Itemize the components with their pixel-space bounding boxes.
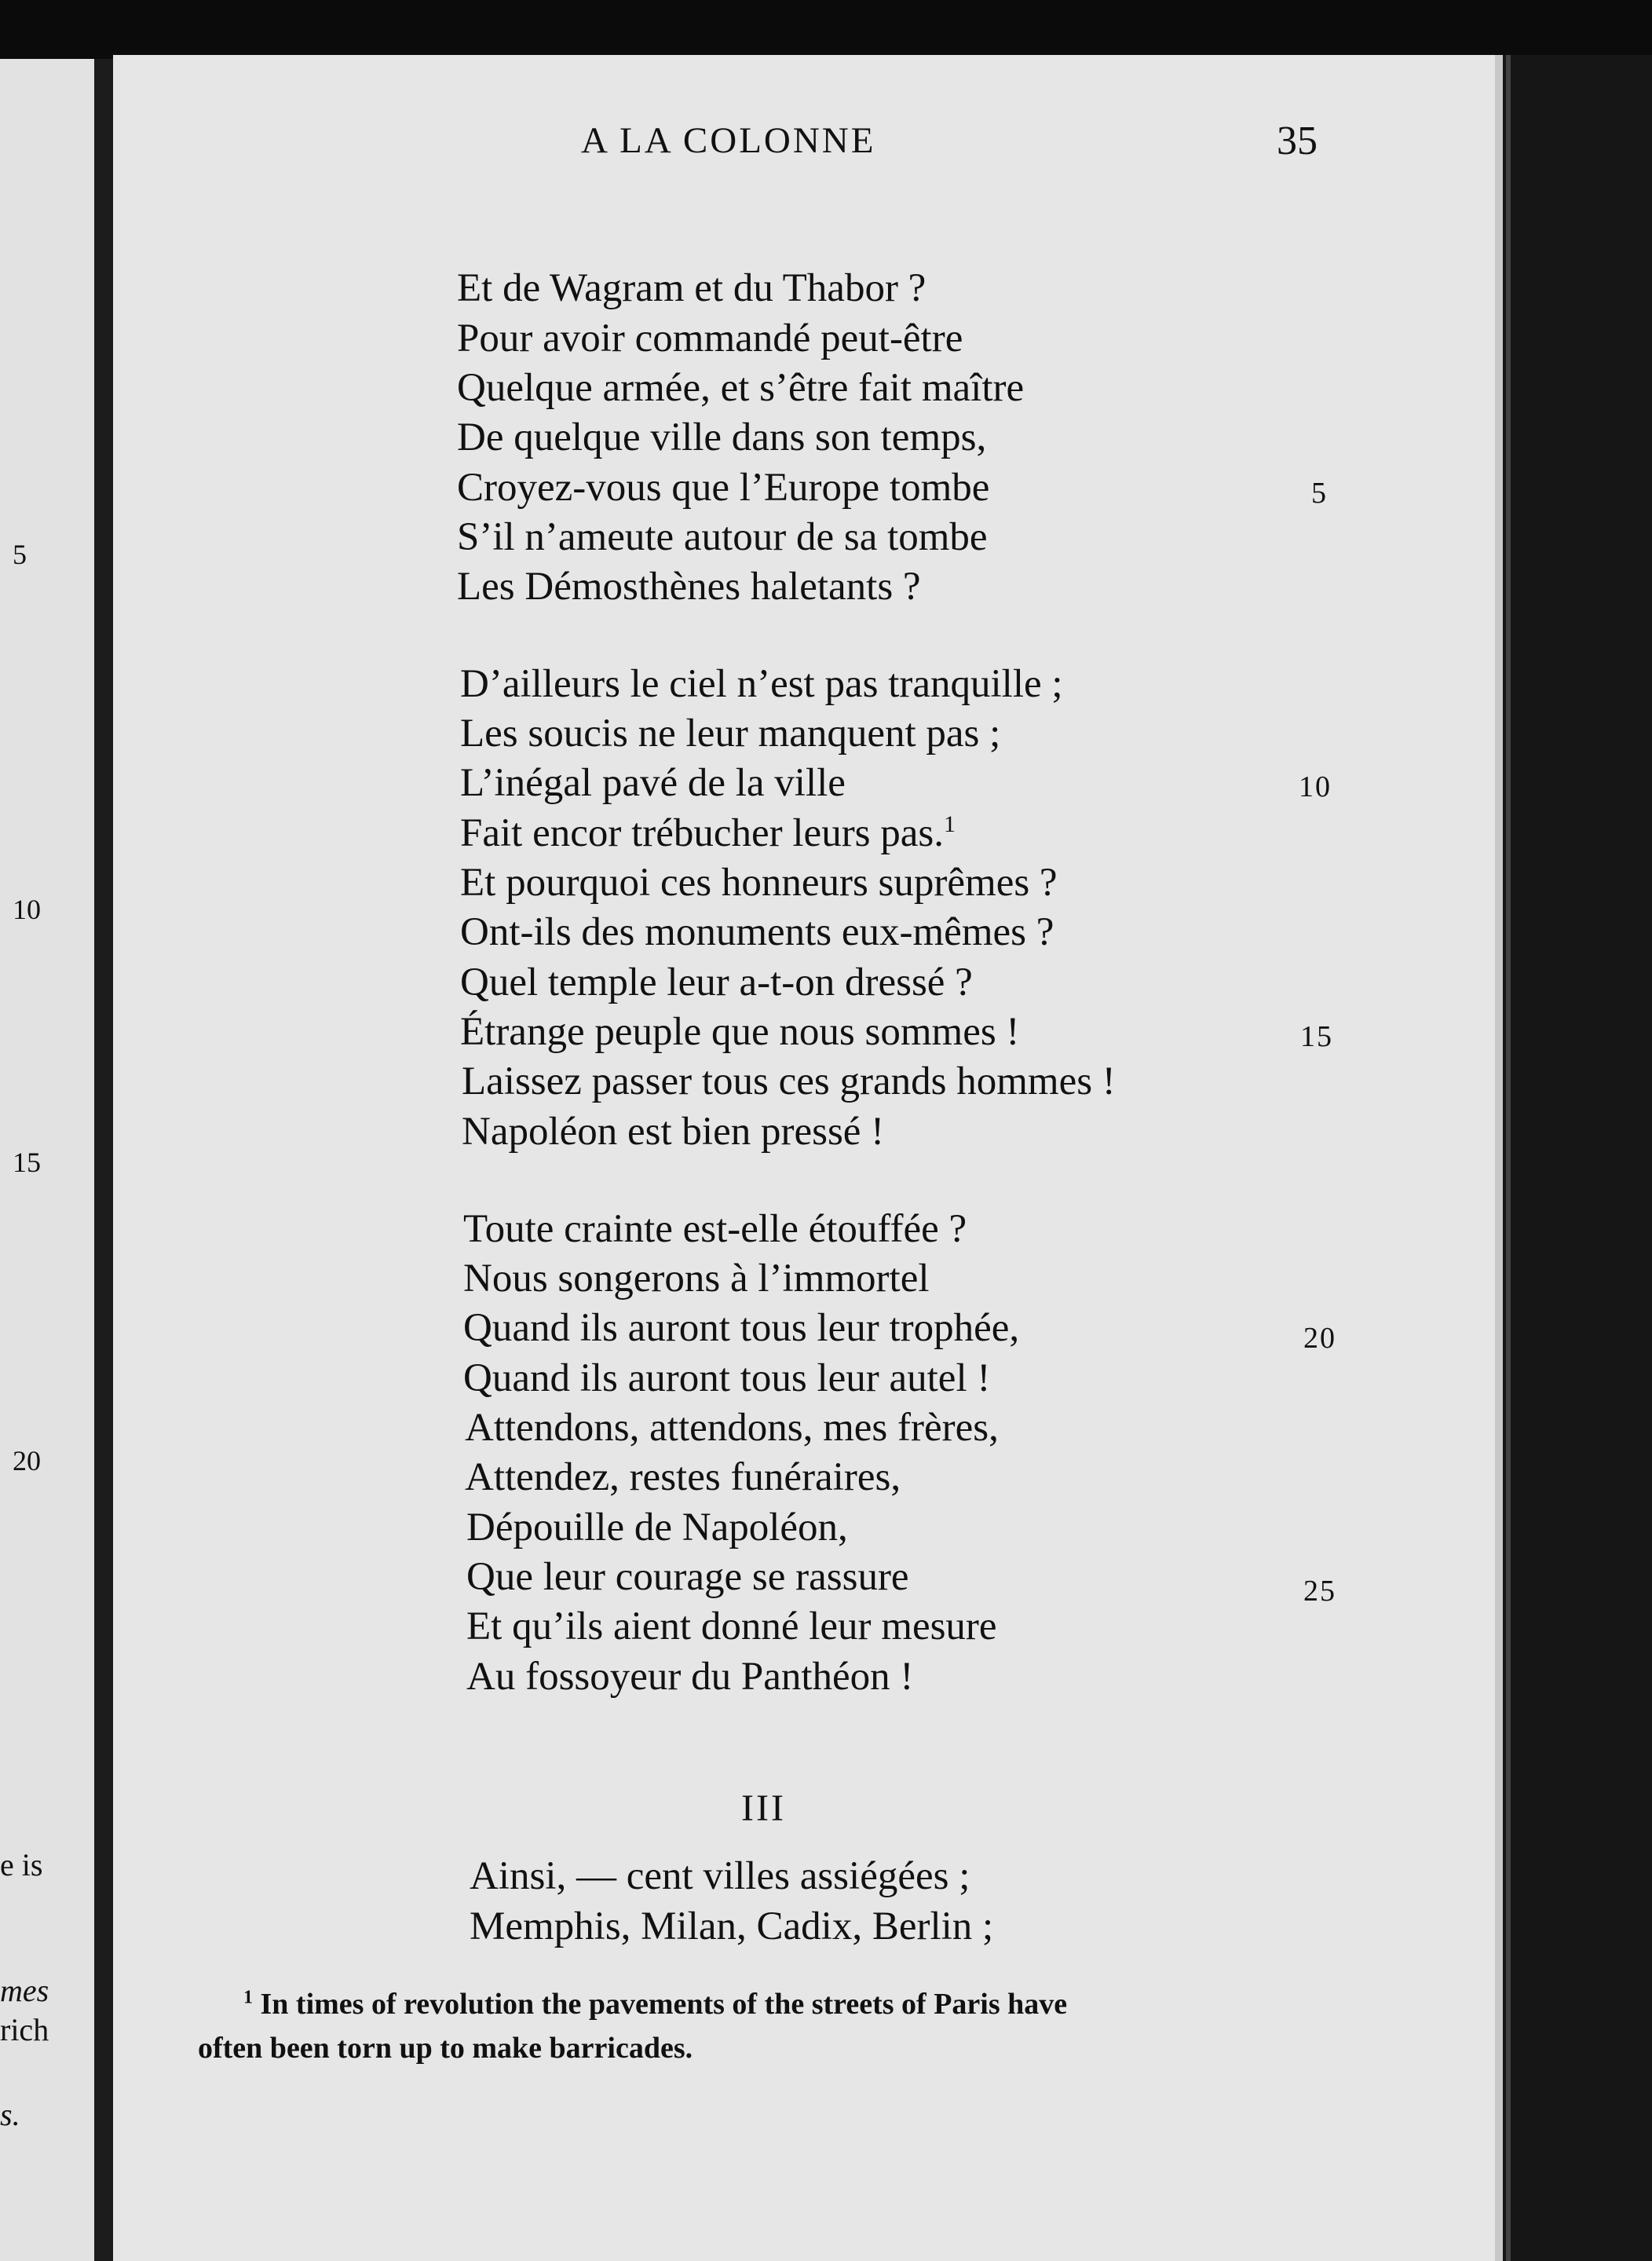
page-number: 35 bbox=[1277, 119, 1318, 163]
facing-text-fragment: rich bbox=[0, 2012, 49, 2047]
facing-text-fragment: mes bbox=[0, 1973, 49, 2008]
verse-line: Les soucis ne leur manquent pas ; bbox=[460, 712, 1001, 755]
verse-line: Attendez, restes funéraires, bbox=[465, 1455, 901, 1499]
verse-line: Dépouille de Napoléon, bbox=[466, 1506, 848, 1549]
verse-line: Quelque armée, et s’être fait maître bbox=[457, 366, 1025, 410]
facing-line-number: 20 bbox=[13, 1445, 41, 1476]
verse-line: Croyez-vous que l’Europe tombe bbox=[457, 466, 990, 510]
footnote-reference: 1 bbox=[944, 811, 956, 837]
verse-line: Napoléon est bien pressé ! bbox=[462, 1110, 885, 1154]
verse-line: Et qu’ils aient donné leur mesure bbox=[466, 1604, 997, 1648]
verse-line: Quel temple leur a-t-on dressé ? bbox=[460, 960, 973, 1004]
verse-line: Toute crainte est-elle étouffée ? bbox=[463, 1207, 967, 1251]
verse-line: Quand ils auront tous leur autel ! bbox=[463, 1356, 991, 1400]
page-edge-highlight bbox=[1495, 55, 1503, 2261]
section-heading: III bbox=[741, 1787, 786, 1829]
verse-line: S’il n’ameute autour de sa tombe bbox=[457, 515, 988, 559]
line-number: 10 bbox=[1299, 770, 1332, 803]
verse-line: Au fossoyeur du Panthéon ! bbox=[466, 1655, 914, 1699]
line-number: 20 bbox=[1303, 1322, 1336, 1355]
book-right-edge bbox=[1495, 55, 1652, 2261]
verse-line: Laissez passer tous ces grands hommes ! bbox=[462, 1059, 1116, 1103]
footnote-marker: 1 bbox=[243, 1987, 253, 2008]
verse-text: Fait encor trébucher leurs pas. bbox=[460, 811, 945, 855]
verse-line: Les Démosthènes haletants ? bbox=[457, 565, 921, 609]
line-number: 15 bbox=[1300, 1020, 1333, 1053]
verse-line: Ont-ils des monuments eux-mêmes ? bbox=[460, 910, 1054, 954]
verse-line: Que leur courage se rassure bbox=[466, 1555, 909, 1599]
verse-line: Quand ils auront tous leur trophée, bbox=[463, 1306, 1020, 1350]
verse-line bbox=[460, 810, 956, 856]
footnote-text: In times of revolution the pavements of the streets of Paris have bbox=[260, 1988, 1068, 2021]
verse-line: Pour avoir commandé peut-être bbox=[457, 316, 963, 360]
verse-line: D’ailleurs le ciel n’est pas tranquille ; bbox=[460, 662, 1063, 706]
footnote-line bbox=[243, 1982, 1398, 2026]
verse-line: Memphis, Milan, Cadix, Berlin ; bbox=[470, 1904, 994, 1948]
page-edge-shadow bbox=[1506, 55, 1511, 2261]
line-number: 25 bbox=[1303, 1575, 1336, 1608]
facing-text-fragment: s. bbox=[0, 2097, 20, 2132]
book-spine-shadow bbox=[94, 59, 113, 2261]
facing-page-edge bbox=[0, 59, 94, 2261]
verse-line: De quelque ville dans son temps, bbox=[457, 415, 987, 459]
facing-line-number: 5 bbox=[13, 539, 27, 570]
verse-line: L’inégal pavé de la ville bbox=[460, 761, 846, 805]
verse-line: Ainsi, — cent villes assiégées ; bbox=[470, 1854, 970, 1898]
running-title: A LA COLONNE bbox=[581, 120, 876, 161]
verse-line: Et pourquoi ces honneurs suprêmes ? bbox=[460, 861, 1058, 905]
footnote-line: often been torn up to make barricades. bbox=[198, 2032, 693, 2065]
verse-line: Étrange peuple que nous sommes ! bbox=[460, 1010, 1020, 1054]
verse-line: Et de Wagram et du Thabor ? bbox=[457, 266, 927, 310]
facing-line-number: 10 bbox=[13, 894, 41, 925]
line-number: 5 bbox=[1311, 477, 1328, 510]
facing-line-number: 15 bbox=[13, 1147, 41, 1178]
verse-line: Attendons, attendons, mes frères, bbox=[465, 1406, 999, 1450]
verse-line: Nous songerons à l’immortel bbox=[463, 1257, 930, 1301]
facing-text-fragment: e is bbox=[0, 1847, 43, 1882]
